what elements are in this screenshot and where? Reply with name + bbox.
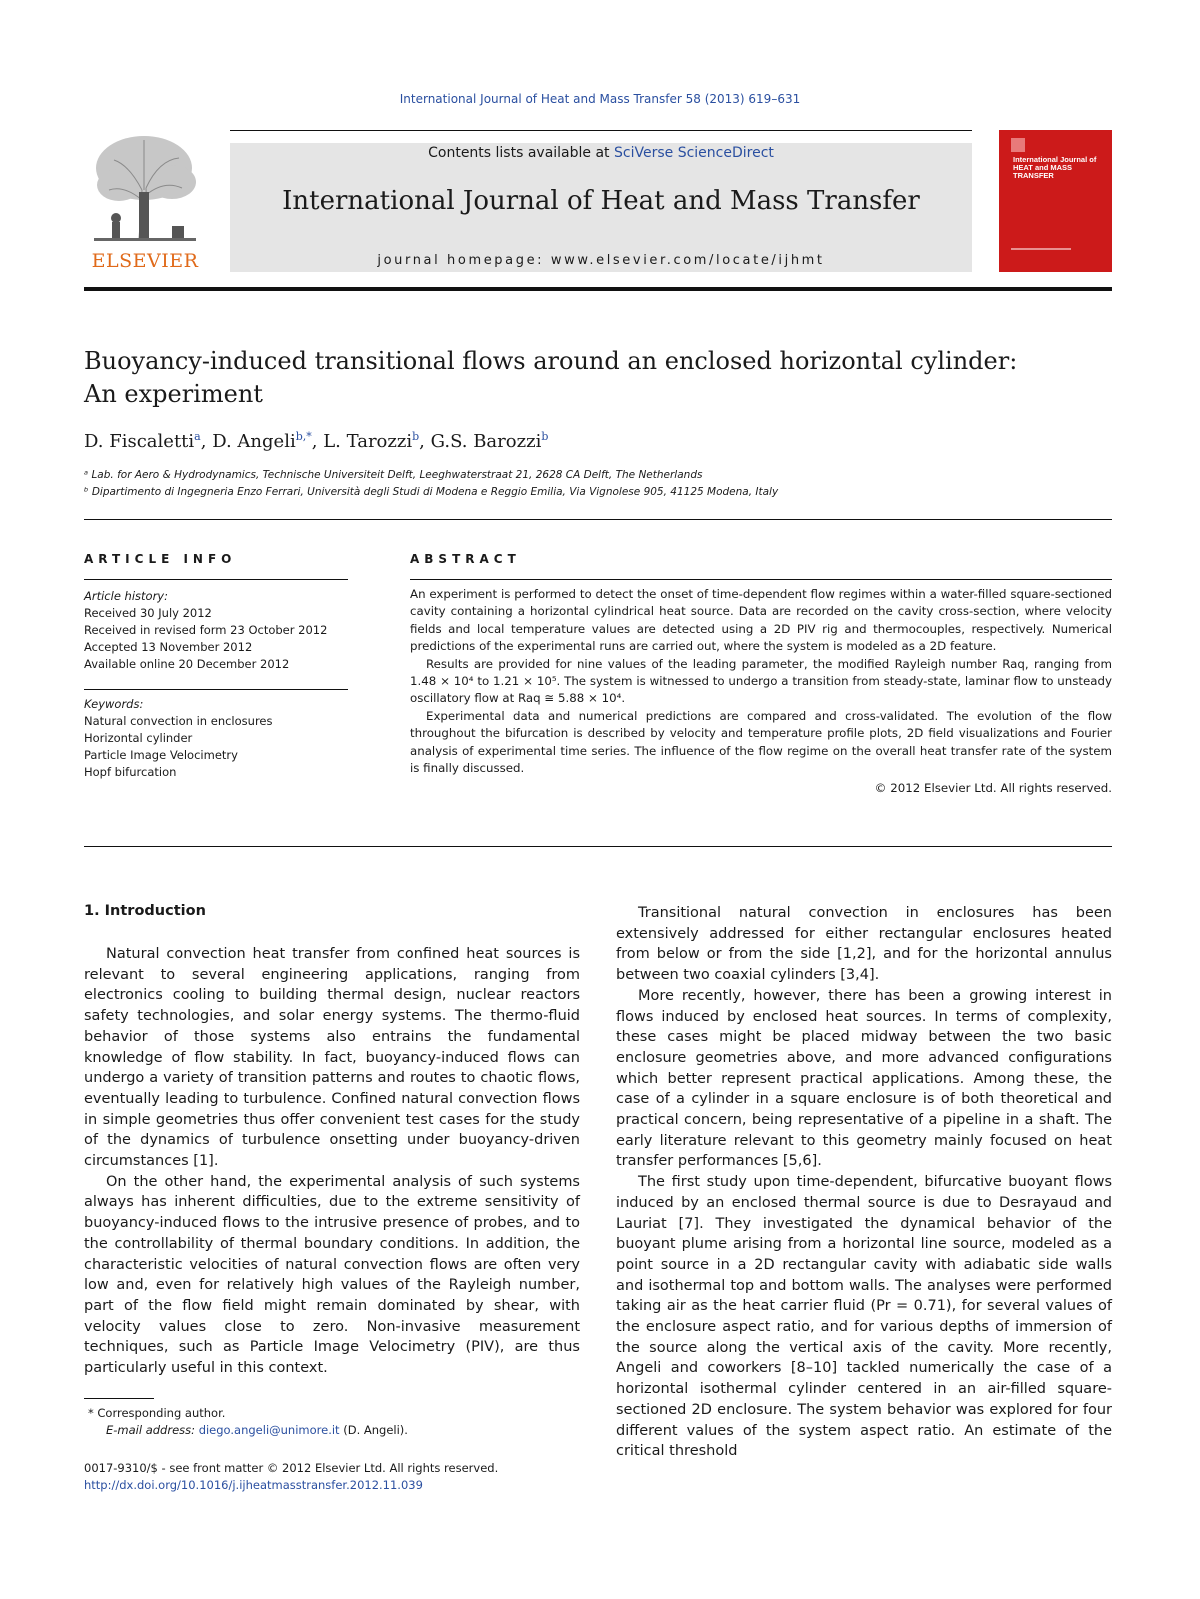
- history-item: Received 30 July 2012: [84, 606, 212, 620]
- author-name: D. Angeli: [212, 431, 296, 452]
- homepage-prefix: journal homepage:: [377, 253, 551, 268]
- journal-title: International Journal of Heat and Mass Transfer: [282, 186, 920, 216]
- header-top-rule: [230, 130, 972, 131]
- affiliation-rule: [84, 519, 1112, 520]
- author-affiliation-mark[interactable]: b: [412, 430, 420, 443]
- body-paragraph: More recently, however, there has been a growing interest in flows induced by enclosed heat sources. In terms of complexity, these cases might be placed midway between the two basic enclosure geometries above, and more advanced configurations which better represent practical applications. Among these, the case of a cylinder in a square enclosure is of both theoretical and practical concern, being representative of a pipeline in a shaft. The early literature relevant to this geometry mainly focused on heat transfer performances [5,6].: [616, 987, 1112, 1170]
- journal-citation[interactable]: International Journal of Heat and Mass Transfer 58 (2013) 619–631: [399, 92, 801, 106]
- journal-cover-image: [999, 130, 1112, 272]
- sciencedirect-link[interactable]: SciVerse ScienceDirect: [614, 145, 774, 161]
- elsevier-tree-icon: [84, 130, 206, 248]
- article-title: [84, 345, 1124, 411]
- elsevier-logo: [84, 130, 206, 275]
- keyword-item: Horizontal cylinder: [84, 731, 193, 745]
- abstract-body: [410, 586, 1112, 798]
- author-name: L. Tarozzi: [323, 431, 413, 452]
- right-column: [616, 903, 1112, 1462]
- affiliation-b: ᵇ Dipartimento di Ingegneria Enzo Ferrari, Università degli Studi di Modena e Reggio Emilia, Via Vignolese 905, 41125 Modena, Italy: [84, 486, 779, 498]
- contents-line: [230, 145, 972, 161]
- frontmatter-rule: [84, 846, 1112, 847]
- cover-emblem-icon: [1011, 138, 1025, 152]
- article-title-line1: Buoyancy-induced transitional flows around an enclosed horizontal cylinder:: [84, 347, 1018, 375]
- body-paragraph: Transitional natural convection in enclosures has been extensively addressed for either rectangular enclosures heated from below or from the side [1,2], and for the horizontal annulus between two coaxial cylinders [3,4].: [616, 905, 1112, 984]
- keywords-label: Keywords:: [84, 697, 144, 711]
- history-item: Accepted 13 November 2012: [84, 640, 253, 654]
- abstract-paragraph: Experimental data and numerical predictions are compared and cross-validated. The evolution of the flow throughout the bifurcation is described by velocity and temperature profile plots, 2D field visualizations and Fourier analysis of experimental time series. The influence of the flow regime on the overall heat transfer rate of the system is finally discussed.: [410, 708, 1112, 776]
- author-affiliation-mark[interactable]: b: [541, 430, 549, 443]
- doi-link[interactable]: http://dx.doi.org/10.1016/j.ijheatmasstransfer.2012.11.039: [84, 1478, 423, 1492]
- keyword-item: Natural convection in enclosures: [84, 714, 273, 728]
- email-label: E-mail address:: [106, 1423, 199, 1437]
- email-link[interactable]: diego.angeli@unimore.it: [198, 1423, 340, 1437]
- footnote-block: [88, 1405, 588, 1439]
- corresponding-author-note: * Corresponding author.: [88, 1406, 226, 1420]
- footnote-rule: [84, 1398, 154, 1399]
- issn-block: [84, 1460, 684, 1494]
- affiliation-a: ᵃ Lab. for Aero & Hydrodynamics, Technische Universiteit Delft, Leeghwaterstraat 21, 2628 CA Delft, The Netherlands: [84, 469, 703, 481]
- keywords-rule: [84, 689, 348, 690]
- journal-homepage: [230, 253, 972, 268]
- keywords-block: [84, 696, 348, 781]
- abstract-paragraph: Results are provided for nine values of the leading parameter, the modified Rayleigh number Raq, ranging from 1.48 × 10⁴ to 1.21 × 10⁵. The system is witnessed to undergo a transition from steady-state, laminar flow to unsteady oscillatory flow at Raq ≅ 5.88 × 10⁴.: [410, 656, 1112, 706]
- history-item: Received in revised form 23 October 2012: [84, 623, 328, 637]
- article-title-line2: An experiment: [84, 380, 263, 408]
- email-suffix: (D. Angeli).: [339, 1423, 408, 1437]
- abstract-rule: [410, 579, 1112, 580]
- author-name: D. Fiscaletti: [84, 431, 195, 452]
- body-paragraph: The first study upon time-dependent, bifurcative buoyant flows induced by an enclosed thermal source is due to Desrayaud and Lauriat [7]. They investigated the dynamical behavior of the buoyant plume arising from a horizontal line source, modeled as a point source in a 2D rectangular cavity with adiabatic side walls and isothermal top and bottom walls. The analyses were performed taking air as the heat carrier fluid (Pr = 0.71), for several values of the enclosure aspect ratio, and for various depths of immersion of the source along the vertical axis of the cavity. More recently, Angeli and coworkers [8–10] tackled numerically the case of a horizontal isothermal cylinder centered in an air-filled square-sectioned 2D enclosure. The system behavior was explored for four different values of the system aspect ratio. An estimate of the critical threshold: [616, 1174, 1112, 1460]
- author-list: D. Fiscaletti$^a$, D. Angeli$^{b,*}$, L. Tarozzi$^b$, G.S. Barozzi$^b$: [84, 430, 549, 452]
- cover-title: International Journal of HEAT and MASS TRANSFER: [1013, 155, 1097, 180]
- author-affiliation-mark[interactable]: a: [194, 430, 201, 443]
- header-bottom-rule: [84, 287, 1112, 291]
- history-item: Available online 20 December 2012: [84, 657, 290, 671]
- author-name: G.S. Barozzi: [430, 431, 542, 452]
- body-paragraph: Natural convection heat transfer from confined heat sources is relevant to several engineering applications, ranging from electronics cooling to building thermal design, nuclear reactors safety technologies, and solar energy systems. The thermo-fluid behavior of those systems also entrains the fundamental knowledge of flow stability. In fact, buoyancy-induced flows can undergo a variety of transition patterns and routes to chaotic flows, eventually leading to turbulence. Confined natural convection flows in simple geometries thus offer convenient test cases for the study of the dynamics of turbulence onsetting under buoyancy-driven circumstances [1].: [84, 946, 580, 1170]
- abstract-heading: ABSTRACT: [410, 552, 521, 566]
- publisher-name: ELSEVIER: [91, 250, 199, 272]
- homepage-link[interactable]: www.elsevier.com/locate/ijhmt: [550, 253, 825, 268]
- cover-divider: [1011, 248, 1071, 250]
- email-line: [88, 1422, 588, 1439]
- author-affiliation-mark[interactable]: b,*: [295, 430, 312, 443]
- copyright-notice: © 2012 Elsevier Ltd. All rights reserved.: [874, 781, 1112, 796]
- history-label: Article history:: [84, 589, 168, 603]
- left-column: [84, 944, 580, 1379]
- keyword-item: Hopf bifurcation: [84, 765, 177, 779]
- contents-prefix: Contents lists available at: [428, 145, 614, 161]
- abstract-paragraph: An experiment is performed to detect the onset of time-dependent flow regimes within a water-filled square-sectioned cavity containing a horizontal cylindrical heat source. Data are recorded on the cavity cross-section, where velocity fields and local temperature values are detected using a 2D PIV rig and thermocouples, respectively. Numerical predictions of the experimental runs are carried out, where the system is modeled as a 2D feature.: [410, 587, 1112, 654]
- issn-line: 0017-9310/$ - see front matter © 2012 Elsevier Ltd. All rights reserved.: [84, 1461, 499, 1475]
- article-info-heading: ARTICLE INFO: [84, 552, 237, 566]
- keyword-item: Particle Image Velocimetry: [84, 748, 238, 762]
- body-paragraph: On the other hand, the experimental analysis of such systems always has inherent difficulties, due to the extreme sensitivity of buoyancy-induced flows to the intrusive presence of probes, and to the controllability of thermal boundary conditions. In addition, the characteristic velocities of natural convection flows are often very low and, even for relatively high values of the Rayleigh number, part of the flow field might remain dominated by shear, with velocity values close to zero. Non-invasive measurement techniques, such as Particle Image Velocimetry (PIV), are thus particularly useful in this context.: [84, 1173, 580, 1377]
- article-history: [84, 588, 348, 673]
- article-info-rule: [84, 579, 348, 580]
- section-heading: 1. Introduction: [84, 903, 206, 919]
